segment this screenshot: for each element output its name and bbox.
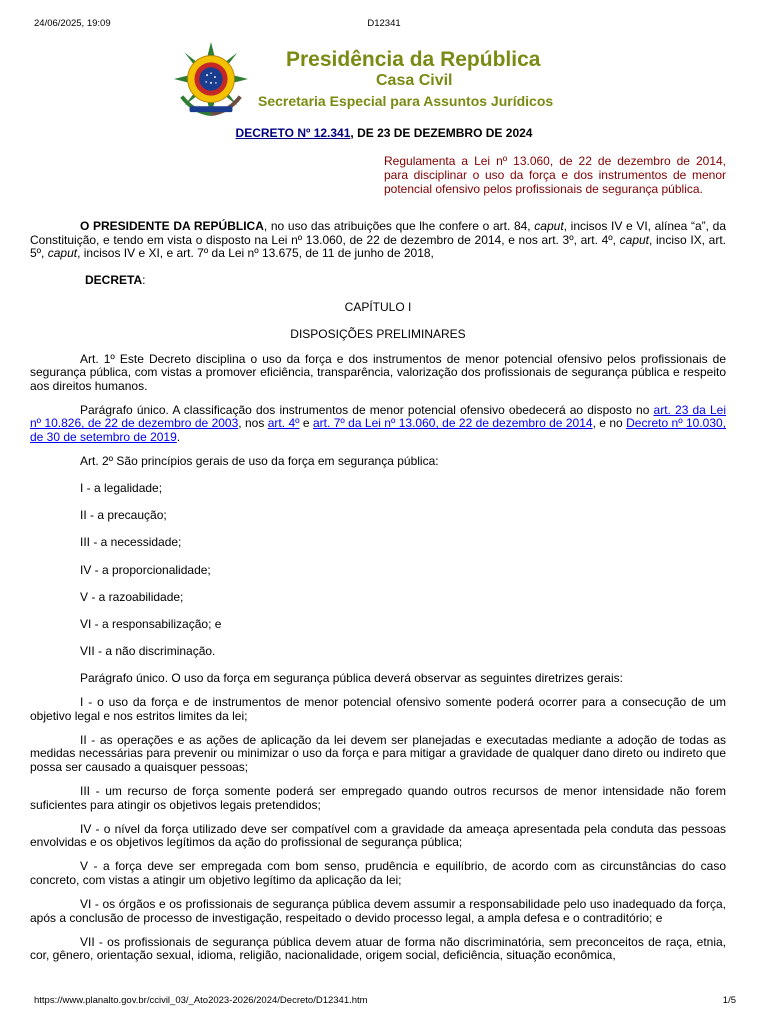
preamble-text: , no uso das atribuições que lhe confere o art. 84,: [263, 219, 535, 233]
preamble: [30, 220, 726, 261]
directive-item: III - um recurso de força somente poderá ser empregado quando outros recursos de menor intensidade não forem suficientes para atingir os objetivos legais pretendidos;: [30, 783, 726, 812]
preamble-subject: O PRESIDENTE DA REPÚBLICA: [80, 219, 264, 233]
chapter-title: DISPOSIÇÕES PRELIMINARES: [290, 327, 466, 342]
decree-ementa: Regulamenta a Lei nº 13.060, de 22 de dezembro de 2014, para disciplinar o uso da força e dos instrumentos de menor potencial ofensivo pelos profissionais de segurança pública.: [384, 154, 726, 196]
decree-date: , DE 23 DE DEZEMBRO DE 2024: [350, 126, 533, 140]
directive-item: II - as operações e as ações de aplicação da lei devem ser planejadas e executadas mediante a adoção de todas as medidas necessárias para prevenir ou minimizar o uso da força e para mitigar a gravidade de qualquer dano direto ou indireto que possa ser causado a quaisquer pessoas;: [30, 732, 726, 774]
art-1-par-text: , nos: [238, 416, 268, 431]
art-1-par-text: Parágrafo único. A classificação dos instrumentos de menor potencial ofensivo obedecerá ao disposto no: [80, 402, 654, 417]
art-1: Art. 1º Este Decreto disciplina o uso da força e dos instrumentos de menor potencial ofensivo pelos profissionais de segurança pública, com vistas a promover eficiência, transparência, valorização dos profissionais de segurança pública e respeito aos direitos humanos.: [30, 351, 726, 393]
directive-item: VI - os órgãos e os profissionais de segurança pública devem assumir a responsabilidade pelo uso inadequado da força, após a conclusão de processo de investigação, respeitado o devido processo legal, a ampla defesa e o contraditório; e: [30, 897, 726, 925]
principle-item: VII - a não discriminação.: [80, 643, 216, 658]
art-4-link[interactable]: art. 4º: [267, 416, 300, 431]
preamble-text: , incisos IV e XI, e art. 7º da Lei nº 13.675, de 11 de junho de 2018,: [77, 246, 434, 261]
presidency-title: Presidência da República: [286, 48, 541, 71]
decree-10030-link[interactable]: Decreto nº 10.030, de 30 de setembro de 2019: [30, 416, 726, 445]
chapter-heading: CAPÍTULO I: [344, 300, 412, 315]
directive-item: IV - o nível da força utilizado deve ser compatível com a gravidade da ameaça apresentada pela conduta das pessoas envolvidas e os objetivos legítimos da ação do profissional de segurança pública;: [30, 821, 726, 850]
preamble-caput: caput: [47, 246, 78, 261]
government-header: [170, 38, 610, 118]
secretaria-title: Secretaria Especial para Assuntos Jurídicos: [258, 93, 554, 109]
print-page-number: 1/5: [722, 995, 736, 1006]
preamble-caput: caput: [534, 219, 564, 233]
principle-item: IV - a proporcionalidade;: [80, 562, 211, 577]
preamble-text: , incisos IV e VI, alínea “a”, da Constituição, e tendo em vista o disposto na Lei nº 13.060, de 22 de dezembro de 2014, e nos art. 3º, art. 4º,: [30, 219, 727, 247]
brazil-coat-of-arms-icon: [172, 40, 250, 118]
art-2-paragraph: Parágrafo único. O uso da força em segurança pública deverá observar as seguintes diretrizes gerais:: [80, 670, 623, 685]
principle-item: V - a razoabilidade;: [80, 589, 184, 604]
art-1-par-text: , e no: [592, 416, 627, 431]
preamble-text: , inciso IX, art. 5º,: [30, 232, 726, 261]
directive-item: V - a força deve ser empregada com bom senso, prudência e equilíbrio, de acordo com as circunstâncias do caso concreto, com vistas a atingir um objetivo legítimo da aplicação da lei;: [30, 859, 726, 887]
decree-number-link[interactable]: DECRETO Nº 12.341: [235, 126, 351, 140]
principle-item: III - a necessidade;: [80, 535, 182, 550]
decreta-word: DECRETA: [85, 273, 143, 288]
principle-item: VI - a responsabilização; e: [80, 616, 222, 631]
art-1-par-text: .: [176, 430, 181, 445]
directive-item: VII - os profissionais de segurança pública devem atuar de forma não discriminatória, sem preconceitos de raça, etnia, cor, gênero, orientação sexual, idioma, religião, nacionalidade, origem social, deficiência, situação econômica,: [30, 934, 726, 963]
decree-title: [0, 126, 768, 140]
preamble-caput: caput: [619, 232, 649, 247]
decree-body: [30, 220, 726, 973]
law-13060-link[interactable]: art. 7º da Lei nº 13.060, de 22 de dezembro de 2014: [312, 416, 593, 431]
art-1-paragraph: [30, 404, 726, 445]
directive-item: I - o uso da força e de instrumentos de menor potencial ofensivo somente poderá ocorrer para a consecução de um objetivo legal e nos estritos limites da lei;: [30, 694, 726, 723]
decreta: DECRETA:: [85, 273, 146, 288]
principle-item: I - a legalidade;: [80, 481, 163, 496]
principle-item: II - a precaução;: [80, 508, 167, 523]
art-2: Art. 2º São princípios gerais de uso da força em segurança pública:: [80, 454, 439, 469]
law-10826-link[interactable]: art. 23 da Lei nº 10.826, de 22 de dezembro de 2003: [30, 402, 726, 431]
print-datetime: 24/06/2025, 19:09: [34, 18, 111, 29]
art-1-par-text: e: [299, 416, 313, 431]
print-header: [0, 18, 768, 32]
print-url: https://www.planalto.gov.br/ccivil_03/_Ato2023-2026/2024/Decreto/D12341.htm: [34, 995, 368, 1006]
casa-civil-title: Casa Civil: [376, 72, 453, 89]
print-doc-title: D12341: [367, 18, 401, 29]
